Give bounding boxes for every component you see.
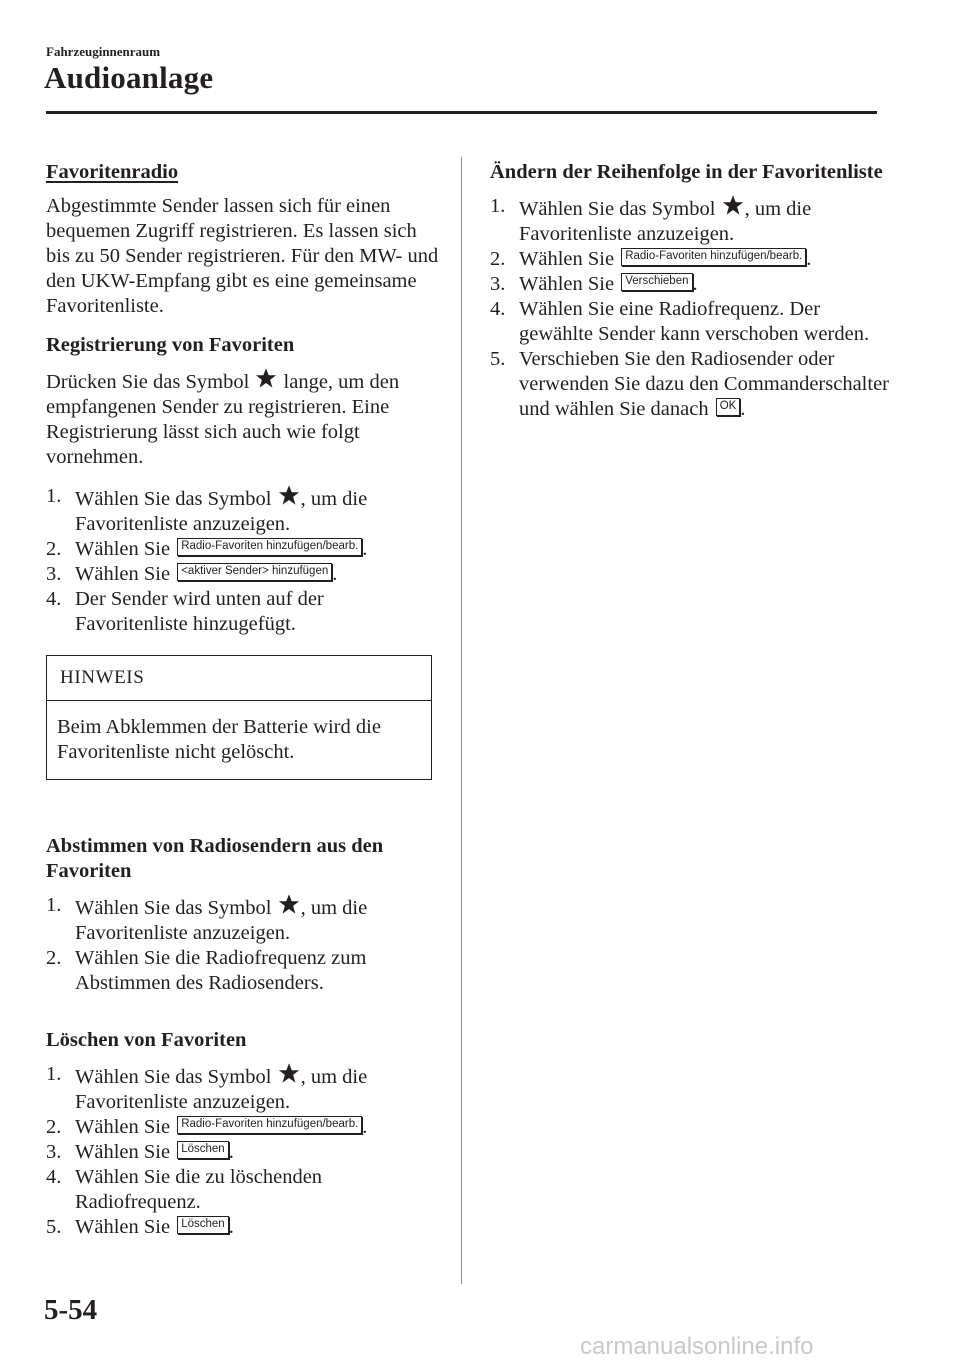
register-intro-b: lange, um den empfangenen Sender zu registrieren. Eine Registrierung lässt sich auch wie folgt vornehmen. xyxy=(46,371,400,468)
tune-steps xyxy=(46,893,440,996)
register-intro-a: Drücken Sie das Symbol xyxy=(46,371,250,393)
period: . xyxy=(806,248,812,270)
period: . xyxy=(740,398,746,420)
title-rule xyxy=(46,111,877,114)
delete-button[interactable]: Löschen xyxy=(177,1141,228,1159)
step-number: 1. xyxy=(46,1063,62,1085)
step-text: Wählen Sie eine Radiofrequenz. Der gewählte Sender kann verschoben werden. xyxy=(519,298,870,345)
step-number: 2. xyxy=(490,248,506,270)
period: . xyxy=(692,273,698,295)
step-text-cont: , um die Favoritenliste anzuzeigen. xyxy=(519,198,812,245)
step-text: Wählen Sie xyxy=(75,1216,171,1238)
step-number: 3. xyxy=(46,563,62,585)
list-item xyxy=(46,1165,440,1215)
reorder-steps xyxy=(490,194,890,422)
step-text-cont: , um die Favoritenliste anzuzeigen. xyxy=(75,1066,368,1113)
period: . xyxy=(228,1216,234,1238)
tune-heading: Abstimmen von Radiosendern aus den Favoriten xyxy=(46,835,384,882)
step-number: 1. xyxy=(46,485,62,507)
note-box xyxy=(46,655,432,780)
step-text: Wählen Sie xyxy=(519,273,615,295)
step-text: Wählen Sie das Symbol xyxy=(75,488,272,510)
step-text: Wählen Sie xyxy=(75,538,171,560)
star-icon xyxy=(278,893,300,915)
list-item xyxy=(46,1140,440,1165)
note-heading: HINWEIS xyxy=(47,656,431,701)
step-number: 5. xyxy=(46,1216,62,1238)
favorites-heading: Favoritenradio xyxy=(46,161,179,183)
step-text: Wählen Sie die Radiofrequenz zum Abstimmen des Radiosenders. xyxy=(75,947,367,994)
list-item xyxy=(46,537,440,562)
list-item xyxy=(46,1115,440,1140)
favorites-text: Abgestimmte Sender lassen sich für einen bequemen Zugriff registrieren. Es lassen sich bis zu 50 Sender registrieren. Für den MW- und den UKW-Empfang gibt es eine gemeinsame Favoritenliste. xyxy=(46,195,439,317)
step-text: Wählen Sie xyxy=(519,248,615,270)
list-item xyxy=(46,1062,440,1115)
list-item xyxy=(490,272,890,297)
add-active-station-button[interactable]: <aktiver Sender> hinzufügen xyxy=(177,563,332,581)
period: . xyxy=(228,1141,234,1163)
left-column xyxy=(46,160,440,1240)
register-intro xyxy=(46,367,440,470)
step-text: Wählen Sie die zu löschenden Radiofrequenz. xyxy=(75,1166,323,1213)
watermark: carmanualsonline.info xyxy=(580,1333,814,1360)
reorder-heading: Ändern der Reihenfolge in der Favoritenliste xyxy=(490,161,883,183)
ok-button[interactable]: OK xyxy=(716,398,741,416)
step-number: 2. xyxy=(46,947,62,969)
star-icon xyxy=(278,1062,300,1084)
step-text-cont: , um die Favoritenliste anzuzeigen. xyxy=(75,897,368,944)
radio-favorites-add-edit-button[interactable]: Radio-Favoriten hinzufügen/bearb. xyxy=(177,1116,362,1134)
step-number: 1. xyxy=(490,195,506,217)
step-number: 1. xyxy=(46,894,62,916)
step-number: 3. xyxy=(490,273,506,295)
step-text-cont: , um die Favoritenliste anzuzeigen. xyxy=(75,488,368,535)
step-text: Wählen Sie das Symbol xyxy=(75,1066,272,1088)
step-text: Wählen Sie xyxy=(75,1141,171,1163)
list-item xyxy=(46,587,440,637)
right-column xyxy=(490,160,890,422)
step-number: 3. xyxy=(46,1141,62,1163)
register-heading: Registrierung von Favoriten xyxy=(46,334,295,356)
step-number: 2. xyxy=(46,538,62,560)
step-text: Wählen Sie das Symbol xyxy=(519,198,716,220)
step-number: 2. xyxy=(46,1116,62,1138)
list-item xyxy=(46,562,440,587)
radio-favorites-add-edit-button[interactable]: Radio-Favoriten hinzufügen/bearb. xyxy=(621,248,806,266)
period: . xyxy=(362,1116,368,1138)
register-steps xyxy=(46,484,440,637)
step-text: Wählen Sie xyxy=(75,563,171,585)
list-item xyxy=(490,247,890,272)
delete-button[interactable]: Löschen xyxy=(177,1216,228,1234)
step-text: Wählen Sie xyxy=(75,1116,171,1138)
page-title: Audioanlage xyxy=(44,60,214,95)
list-item xyxy=(46,1215,440,1240)
step-number: 4. xyxy=(490,298,506,320)
star-icon xyxy=(722,194,744,216)
list-item xyxy=(46,893,440,946)
list-item xyxy=(46,946,440,996)
step-number: 4. xyxy=(46,1166,62,1188)
step-text: Wählen Sie das Symbol xyxy=(75,897,272,919)
step-number: 5. xyxy=(490,348,506,370)
step-text: Verschieben Sie den Radiosender oder verwenden Sie dazu den Commanderschalter und wählen Sie danach xyxy=(519,348,890,420)
note-text: Beim Abklemmen der Batterie wird die Favoritenliste nicht gelöscht. xyxy=(57,716,381,763)
list-item xyxy=(46,484,440,537)
star-icon xyxy=(278,484,300,506)
delete-heading: Löschen von Favoriten xyxy=(46,1029,247,1051)
star-icon xyxy=(255,367,277,389)
delete-steps xyxy=(46,1062,440,1240)
radio-favorites-add-edit-button[interactable]: Radio-Favoriten hinzufügen/bearb. xyxy=(177,538,362,556)
list-item xyxy=(490,297,890,347)
move-button[interactable]: Verschieben xyxy=(621,273,692,291)
section-label: Fahrzeuginnenraum xyxy=(46,44,161,59)
period: . xyxy=(332,563,338,585)
period: . xyxy=(362,538,368,560)
step-number: 4. xyxy=(46,588,62,610)
list-item xyxy=(490,347,890,422)
column-divider xyxy=(461,157,462,1284)
list-item xyxy=(490,194,890,247)
step-text: Der Sender wird unten auf der Favoritenliste hinzugefügt. xyxy=(75,588,324,635)
page-number: 5-54 xyxy=(44,1294,98,1326)
